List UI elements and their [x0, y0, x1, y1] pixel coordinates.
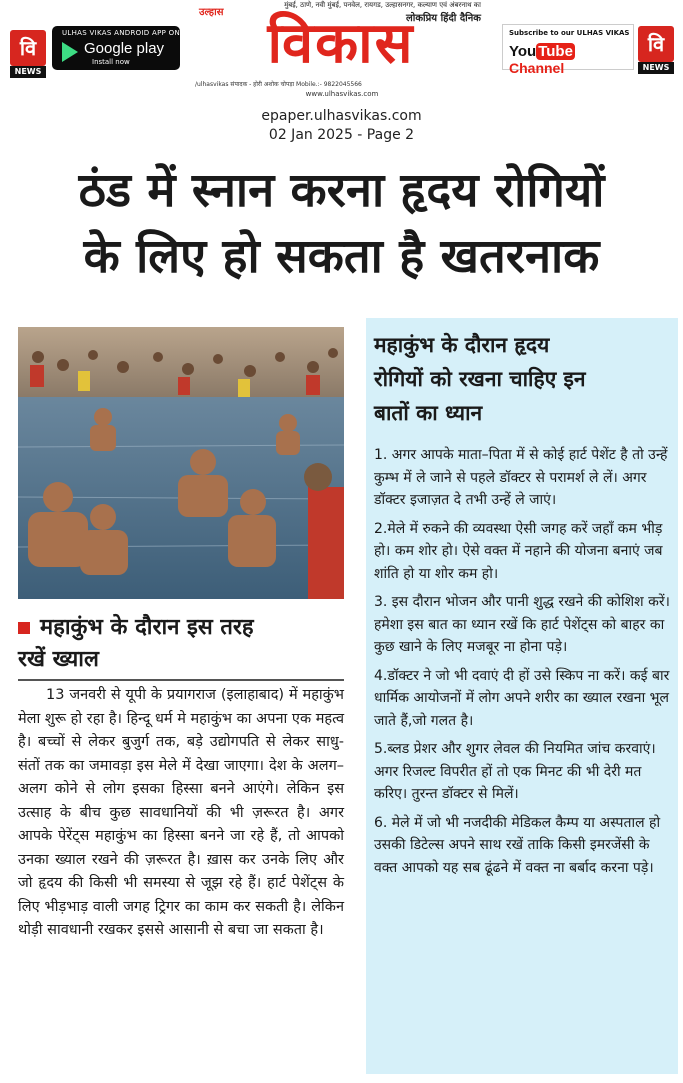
youtube-badge[interactable]: [502, 24, 674, 76]
masthead-title: विकास: [267, 11, 415, 76]
masthead: [195, 0, 489, 100]
logo-news-label-right: NEWS: [638, 62, 674, 74]
sidebar-title-line-1: महाकुंभ के दौरान हृदय: [374, 333, 550, 357]
youtube-subscribe-button[interactable]: [502, 24, 634, 76]
article-body: [18, 684, 344, 943]
logo-char: वि: [19, 36, 37, 60]
tip-item: 6. मेले में जो भी नजदीकी मेडिकल कैम्प या अस्पताल हो उसकी डिटेल्स अपने साथ रखें ताकि किसी इमरजेंसी के वक्त आपको यह सब ढूंढने में वक्त ना बर्बाद करना पड़े।: [374, 814, 661, 876]
tip-item: 5.ब्लड प्रेशर और शुगर लेवल की नियमित जांच करवाएं। अगर रिजल्ट विपरीत हों तो एक मिनट की भी देरी मत करिए। तुरन्त डॉक्टर से मिलें।: [374, 741, 656, 802]
logo-news-label: NEWS: [10, 66, 46, 78]
tips-list: [374, 444, 674, 885]
masthead-subtitle: लोकप्रिय हिंदी दैनिक: [405, 13, 481, 24]
tip-item: 4.डॉक्टर ने जो भी दवाएं दी हों उसे स्किप ना करें। कई बार धार्मिक आयोजनों में लोग अपने शरीर का ख्याल रखना भूल जाते हैं,जो गलत है।: [374, 667, 670, 729]
headline-line-1: ठंड में स्नान करना हृदय रोगियों: [78, 163, 605, 218]
section-divider: [18, 679, 344, 681]
android-text: ANDROID APP ON: [114, 29, 181, 37]
tip-item: 2.मेले में रुकने की व्यवस्था ऐसी जगह करें जहाँ कम भीड़ हो। कम शोर हो। ऐसे वक्त में नहाने की योजना बनाएं जब शांति हो या शोर कम हो।: [374, 520, 663, 582]
sidebar-title: [374, 328, 672, 430]
ulhas-vikas-logo-right: [638, 26, 674, 72]
youtube-wordmark: [509, 43, 633, 77]
sidebar-title-line-3: बातों का ध्यान: [374, 401, 483, 425]
google-play-badge[interactable]: [10, 24, 182, 76]
channel-text: Channel: [509, 60, 565, 76]
epaper-site[interactable]: epaper.ulhasvikas.com: [261, 108, 422, 124]
store-label: Google play: [84, 40, 165, 57]
masthead-url: www.ulhasvikas.com: [305, 90, 379, 98]
play-store-icon: [62, 42, 78, 62]
tube-text: Tube: [538, 43, 573, 60]
sidebar-title-line-2: रोगियों को रखना चाहिए इन: [374, 367, 586, 391]
section-bullet-icon: [18, 622, 30, 634]
masthead-coverage: मुंबई, ठाणे, नवी मुंबई, पनवेल, रायगड, उल्हासनगर, कल्याण एवं अंबरनाथ का: [284, 1, 481, 9]
ulhas-vikas-logo: [10, 30, 46, 76]
article-photo: [18, 327, 344, 599]
subscribe-text: Subscribe to our ULHAS VIKAS: [509, 29, 630, 37]
install-text: Install now: [92, 58, 130, 66]
you-text: You: [509, 43, 537, 60]
brand-small: ULHAS VIKAS: [62, 29, 112, 37]
edition-date-page: 02 Jan 2025 - Page 2: [268, 127, 415, 143]
section-heading: [18, 612, 344, 676]
logo-char-right: वि: [647, 32, 665, 56]
tips-sidebar: [366, 318, 678, 1074]
article-body-text: 13 जनवरी से यूपी के प्रयागराज (इलाहाबाद) में महाकुंभ मेला शुरू हो रहा है। हिन्दू धर्म मे महाकुंभ का अपना एक महत्व है। बच्चों से लेकर बुजुर्ग तक, बड़े उद्योगपति से लेकर साधु- संतों तक का जमावड़ा इस मेले में देखा जाएगा। देश के अलग–अलग कोने से लोग इसका हिस्सा बनने आएंगे। लेकिन इस उत्साह के बीच कुछ सावधानियों की भी ज़रूरत है। अगर आपके पेरेंट्स महाकुंभ का हिस्सा बनने जा रहे हैं, तो आपको उनका ख्याल रखने की ज़रूरत है। ख़ास कर उनके लिए और जो हृदय की किसी भी समस्या से जूझ रहे हैं। हार्ट पेशेंट्स के लिए भीड़भाड़ वाली जगह ट्रिगर का काम कर सकती है। लेकिन थोड़ी सावधानी रखकर इससे आसानी से बचा जा सकता है।: [18, 687, 344, 938]
tip-item: 3. इस दौरान भोजन और पानी शुद्ध रखने की कोशिश करें। हमेशा इस बात का ध्यान रखें कि हार्ट पेशेंट्स को बाहर का कुछ खाने के लिए मजबूर ना होना पड़े।: [374, 594, 670, 655]
article-headline: [10, 158, 673, 290]
section-heading-line-2: रखें ख्याल: [18, 647, 99, 672]
masthead-strip: /ulhasvikas संपादक - होरी अशोक चोपड़ा Mobile.:- 9822045566: [195, 81, 362, 88]
android-app-text: [62, 29, 180, 37]
kumbh-bathing-photo: [18, 327, 344, 599]
section-heading-line-1: महाकुंभ के दौरान इस तरह: [40, 615, 254, 640]
google-play-button[interactable]: [52, 26, 180, 70]
masthead-tag: उल्हास: [199, 7, 224, 18]
headline-line-2: के लिए हो सकता है खतरनाक: [83, 229, 600, 284]
tip-item: 1. अगर आपके माता–पिता में से कोई हार्ट पेशेंट है तो उन्हें कुम्भ में ले जाने से पहले डॉक्टर से परामर्श ले लें। अगर डॉक्टर इजाज़त दे तभी उन्हें ले जाएं।: [374, 447, 668, 508]
